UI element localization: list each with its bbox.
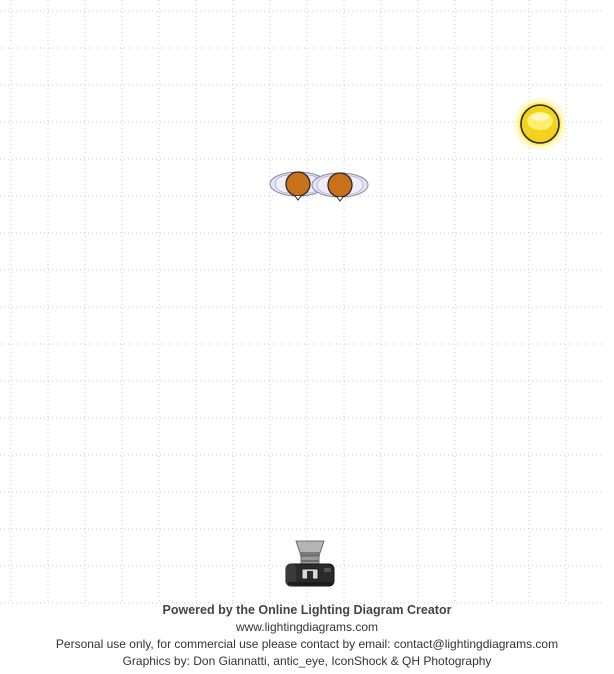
credits-footer bbox=[0, 602, 614, 670]
credits-graphics: Graphics by: Don Giannatti, antic_eye, IconShock & QH Photography bbox=[122, 654, 492, 668]
speedlight-umbrella-icon[interactable] bbox=[312, 173, 368, 201]
credits-license: Personal use only, for commercial use please contact by email: contact@lightingdiagrams.com bbox=[55, 637, 559, 651]
credits-title: Powered by the Online Lighting Diagram Creator bbox=[162, 603, 452, 617]
sun-icon[interactable] bbox=[514, 98, 566, 150]
camera-icon[interactable] bbox=[286, 541, 334, 586]
credits-url: www.lightingdiagrams.com bbox=[235, 620, 379, 634]
